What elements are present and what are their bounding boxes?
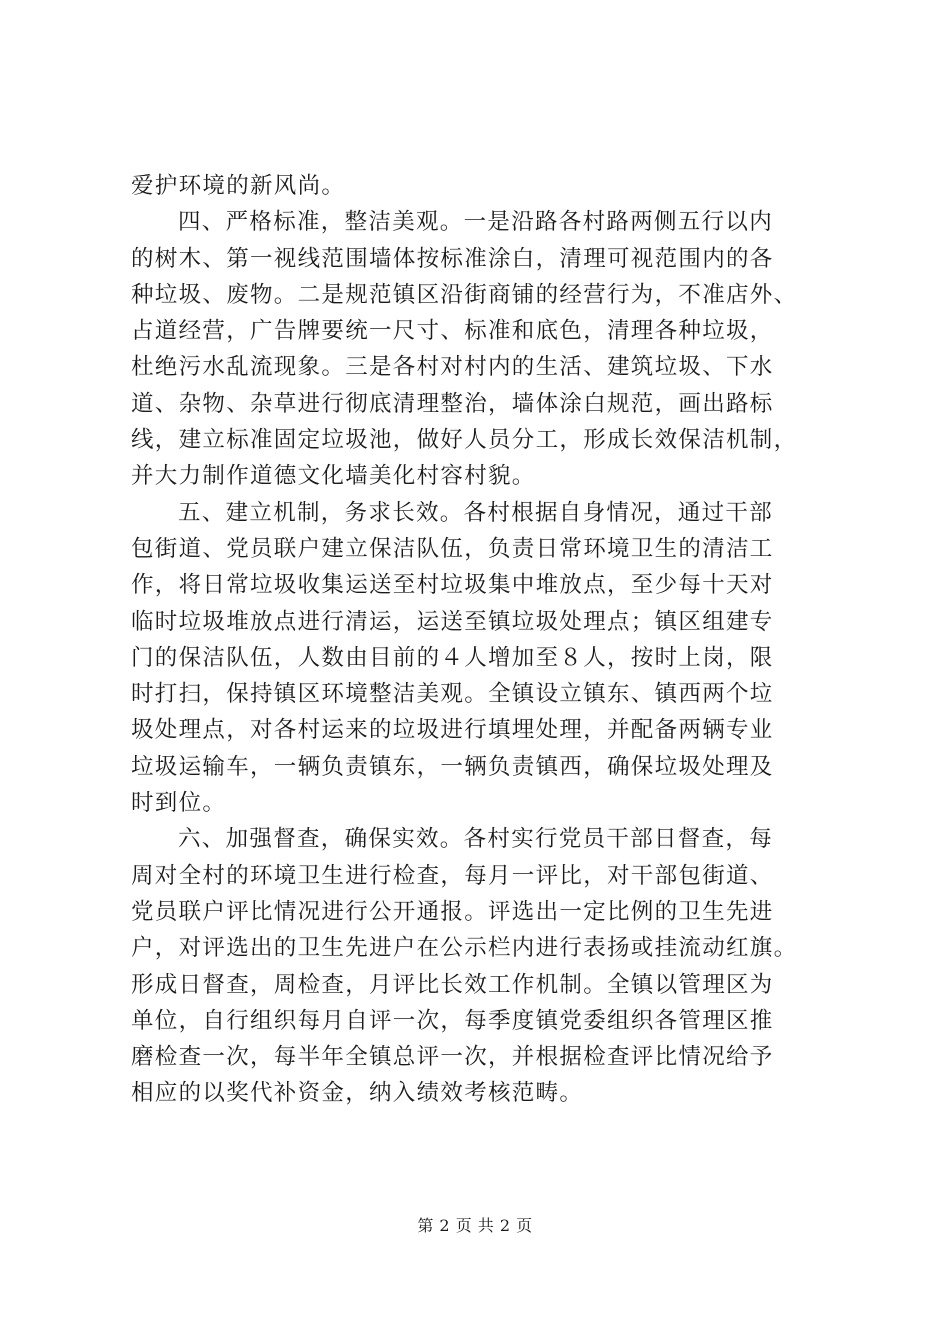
- text-line: 作，将日常垃圾收集运送至村垃圾集中堆放点，至少每十天对: [131, 572, 774, 599]
- text-line: 党员联户评比情况进行公开通报。评选出一定比例的卫生先进: [131, 898, 774, 925]
- text-line: 门的保洁队伍，人数由目前的４人增加至８人，按时上岗，限: [131, 644, 774, 671]
- text-line: 单位，自行组织每月自评一次，每季度镇党委组织各管理区推: [131, 1007, 774, 1034]
- text-line: 临时垃圾堆放点进行清运，运送至镇垃圾处理点；镇区组建专: [131, 608, 774, 635]
- text-line: 杜绝污水乱流现象。三是各村对村内的生活、建筑垃圾、下水: [131, 354, 774, 381]
- text-line: 形成日督查，周检查，月评比长效工作机制。全镇以管理区为: [131, 971, 774, 998]
- paragraph-heading-line: 四、严格标准，整洁美观。一是沿路各村路两侧五行以内: [178, 209, 774, 236]
- text-line: 相应的以奖代补资金，纳入绩效考核范畴。: [131, 1080, 584, 1107]
- text-line: 时到位。: [131, 790, 227, 817]
- text-line: 的树木、第一视线范围墙体按标准涂白，清理可视范围内的各: [131, 245, 774, 272]
- text-line: 圾处理点，对各村运来的垃圾进行填埋处理，并配备两辆专业: [131, 717, 774, 744]
- paragraph-heading-line: 六、加强督查，确保实效。各村实行党员干部日督查，每: [178, 826, 774, 853]
- text-line: 占道经营，广告牌要统一尺寸、标准和底色，清理各种垃圾，: [131, 318, 774, 345]
- text-line: 种垃圾、废物。二是规范镇区沿街商铺的经营行为，不准店外、: [131, 281, 798, 308]
- text-line: 包街道、党员联户建立保洁队伍，负责日常环境卫生的清洁工: [131, 535, 774, 562]
- text-line: 爱护环境的新风尚。: [131, 173, 346, 199]
- text-line: 垃圾运输车，一辆负责镇东，一辆负责镇西，确保垃圾处理及: [131, 753, 774, 780]
- text-line: 并大力制作道德文化墙美化村容村貌。: [131, 463, 536, 490]
- text-line: 道、杂物、杂草进行彻底清理整治，墙体涂白规范，画出路标: [131, 390, 774, 417]
- text-line: 磨检查一次，每半年全镇总评一次，并根据检查评比情况给予: [131, 1044, 774, 1071]
- paragraph-heading-line: 五、建立机制，务求长效。各村根据自身情况，通过干部: [178, 499, 774, 526]
- text-line: 周对全村的环境卫生进行检查，每月一评比，对干部包街道、: [131, 862, 774, 889]
- text-line: 时打扫，保持镇区环境整洁美观。全镇设立镇东、镇西两个垃: [131, 681, 774, 708]
- text-line: 户，对评选出的卫生先进户在公示栏内进行表扬或挂流动红旗。: [131, 935, 798, 962]
- page-number-footer: 第 2 页 共 2 页: [417, 1216, 533, 1235]
- document-body: [131, 168, 831, 1112]
- text-line: 线，建立标准固定垃圾池，做好人员分工，形成长效保洁机制，: [131, 427, 798, 454]
